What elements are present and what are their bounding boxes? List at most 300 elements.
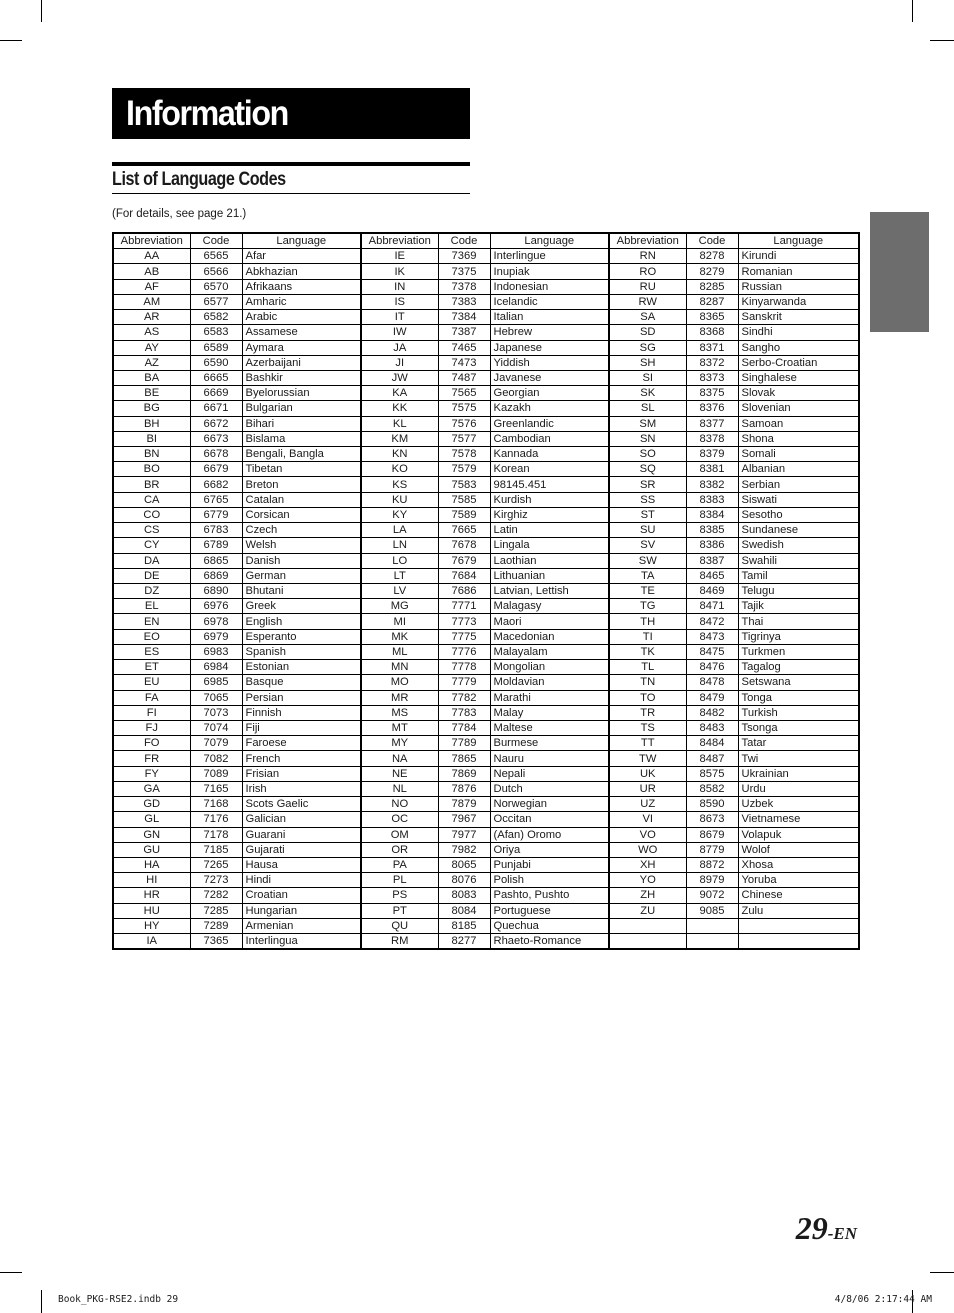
language-cell: Nauru — [490, 751, 609, 766]
abbreviation-cell: HU — [113, 903, 190, 918]
code-cell: 8473 — [686, 629, 738, 644]
code-cell: 8379 — [686, 447, 738, 462]
abbreviation-cell: KS — [361, 477, 438, 492]
table-row — [113, 492, 859, 507]
abbreviation-cell: OC — [361, 812, 438, 827]
abbreviation-cell: TT — [609, 736, 686, 751]
code-cell: 8279 — [686, 264, 738, 279]
language-cell: Vietnamese — [738, 812, 859, 827]
code-cell: 6983 — [190, 644, 242, 659]
code-cell: 6583 — [190, 325, 242, 340]
language-cell: Afrikaans — [242, 279, 361, 294]
code-cell: 7784 — [438, 720, 490, 735]
code-cell: 7876 — [438, 781, 490, 796]
table-row — [113, 629, 859, 644]
table-row — [113, 781, 859, 796]
language-cell: Azerbaijani — [242, 355, 361, 370]
language-cell: Xhosa — [738, 857, 859, 872]
abbreviation-cell: LV — [361, 584, 438, 599]
abbreviation-cell: LO — [361, 553, 438, 568]
code-cell: 7384 — [438, 310, 490, 325]
crop-mark — [930, 1272, 954, 1273]
abbreviation-cell: SQ — [609, 462, 686, 477]
abbreviation-cell: GA — [113, 781, 190, 796]
language-cell: Japanese — [490, 340, 609, 355]
table-row — [113, 310, 859, 325]
language-cell: Moldavian — [490, 675, 609, 690]
abbreviation-cell: KN — [361, 447, 438, 462]
abbreviation-cell: CY — [113, 538, 190, 553]
code-cell: 7465 — [438, 340, 490, 355]
code-cell: 7779 — [438, 675, 490, 690]
abbreviation-cell: GL — [113, 812, 190, 827]
language-cell: Tagalog — [738, 660, 859, 675]
language-cell: German — [242, 568, 361, 583]
code-cell: 7967 — [438, 812, 490, 827]
abbreviation-cell: JA — [361, 340, 438, 355]
code-cell: 7265 — [190, 857, 242, 872]
language-cell: Bengali, Bangla — [242, 447, 361, 462]
code-cell: 7089 — [190, 766, 242, 781]
language-cell: Hausa — [242, 857, 361, 872]
code-cell: 8484 — [686, 736, 738, 751]
language-cell: Assamese — [242, 325, 361, 340]
code-cell: 7665 — [438, 523, 490, 538]
language-cell: Lithuanian — [490, 568, 609, 583]
abbreviation-cell: HY — [113, 918, 190, 933]
code-cell: 7578 — [438, 447, 490, 462]
abbreviation-cell: EL — [113, 599, 190, 614]
page-title: Information — [126, 94, 288, 133]
language-cell: Arabic — [242, 310, 361, 325]
code-cell: 7771 — [438, 599, 490, 614]
code-cell: 7079 — [190, 736, 242, 751]
code-cell: 7565 — [438, 386, 490, 401]
code-cell: 7879 — [438, 797, 490, 812]
code-cell: 8979 — [686, 873, 738, 888]
language-cell: Tamil — [738, 568, 859, 583]
header-code: Code — [686, 233, 738, 249]
language-cell: Dutch — [490, 781, 609, 796]
language-cell: Aymara — [242, 340, 361, 355]
code-cell: 7369 — [438, 249, 490, 264]
abbreviation-cell: JI — [361, 355, 438, 370]
code-cell: 8382 — [686, 477, 738, 492]
abbreviation-cell: IS — [361, 294, 438, 309]
code-cell: 7375 — [438, 264, 490, 279]
abbreviation-cell: SD — [609, 325, 686, 340]
language-cell: Kannada — [490, 447, 609, 462]
language-cell: Spanish — [242, 644, 361, 659]
header-abbreviation: Abbreviation — [113, 233, 190, 249]
code-cell: 8471 — [686, 599, 738, 614]
code-cell: 8287 — [686, 294, 738, 309]
table-row — [113, 857, 859, 872]
abbreviation-cell: UK — [609, 766, 686, 781]
code-cell: 6565 — [190, 249, 242, 264]
table-row — [113, 477, 859, 492]
abbreviation-cell: AS — [113, 325, 190, 340]
table-row — [113, 873, 859, 888]
language-cell: Turkmen — [738, 644, 859, 659]
abbreviation-cell: MR — [361, 690, 438, 705]
code-cell: 8872 — [686, 857, 738, 872]
language-cell: Yiddish — [490, 355, 609, 370]
abbreviation-cell: CO — [113, 507, 190, 522]
language-cell: Byelorussian — [242, 386, 361, 401]
code-cell: 8372 — [686, 355, 738, 370]
abbreviation-cell: IW — [361, 325, 438, 340]
code-cell: 8076 — [438, 873, 490, 888]
abbreviation-cell: IA — [113, 934, 190, 950]
code-cell: 8378 — [686, 431, 738, 446]
table-row — [113, 720, 859, 735]
language-cell: Korean — [490, 462, 609, 477]
abbreviation-cell: KU — [361, 492, 438, 507]
language-cell: Bihari — [242, 416, 361, 431]
abbreviation-cell: AY — [113, 340, 190, 355]
language-cell: Malagasy — [490, 599, 609, 614]
code-cell: 8582 — [686, 781, 738, 796]
abbreviation-cell: BA — [113, 370, 190, 385]
abbreviation-cell: DE — [113, 568, 190, 583]
abbreviation-cell: MY — [361, 736, 438, 751]
table-row — [113, 507, 859, 522]
code-cell: 8384 — [686, 507, 738, 522]
abbreviation-cell: HA — [113, 857, 190, 872]
crop-mark — [0, 1272, 22, 1273]
table-row — [113, 842, 859, 857]
table-row — [113, 584, 859, 599]
abbreviation-cell: MO — [361, 675, 438, 690]
abbreviation-cell: SK — [609, 386, 686, 401]
abbreviation-cell: XH — [609, 857, 686, 872]
code-cell: 7775 — [438, 629, 490, 644]
language-cell: Occitan — [490, 812, 609, 827]
abbreviation-cell: GU — [113, 842, 190, 857]
abbreviation-cell: BG — [113, 401, 190, 416]
code-cell: 6779 — [190, 507, 242, 522]
abbreviation-cell: AF — [113, 279, 190, 294]
code-cell: 7977 — [438, 827, 490, 842]
code-cell: 6678 — [190, 447, 242, 462]
code-cell: 6865 — [190, 553, 242, 568]
code-cell: 7869 — [438, 766, 490, 781]
crop-mark — [930, 40, 954, 41]
abbreviation-cell: TL — [609, 660, 686, 675]
language-cell: Amharic — [242, 294, 361, 309]
code-cell: 7185 — [190, 842, 242, 857]
code-cell: 6978 — [190, 614, 242, 629]
code-cell: 8065 — [438, 857, 490, 872]
code-cell: 6566 — [190, 264, 242, 279]
code-cell: 6669 — [190, 386, 242, 401]
abbreviation-cell: SO — [609, 447, 686, 462]
abbreviation-cell: EO — [113, 629, 190, 644]
side-thumb-tab — [870, 212, 929, 332]
abbreviation-cell: LN — [361, 538, 438, 553]
language-cell: Sesotho — [738, 507, 859, 522]
code-cell: 6985 — [190, 675, 242, 690]
page-number-suffix: -EN — [827, 1224, 857, 1243]
language-cell: Latvian, Lettish — [490, 584, 609, 599]
code-cell: 7473 — [438, 355, 490, 370]
code-cell: 7165 — [190, 781, 242, 796]
language-cell: Samoan — [738, 416, 859, 431]
abbreviation-cell — [609, 934, 686, 950]
abbreviation-cell: BE — [113, 386, 190, 401]
code-cell: 7789 — [438, 736, 490, 751]
code-cell: 7082 — [190, 751, 242, 766]
language-cell: Polish — [490, 873, 609, 888]
abbreviation-cell: MN — [361, 660, 438, 675]
page-title-banner — [112, 88, 470, 139]
code-cell: 8285 — [686, 279, 738, 294]
header-code: Code — [438, 233, 490, 249]
language-cell: Tajik — [738, 599, 859, 614]
language-cell — [738, 934, 859, 950]
language-cell: Czech — [242, 523, 361, 538]
code-cell: 7575 — [438, 401, 490, 416]
abbreviation-cell: AB — [113, 264, 190, 279]
code-cell: 7365 — [190, 934, 242, 950]
abbreviation-cell: RM — [361, 934, 438, 950]
code-cell: 7686 — [438, 584, 490, 599]
code-cell: 6582 — [190, 310, 242, 325]
language-cell: Tonga — [738, 690, 859, 705]
language-cell: Portuguese — [490, 903, 609, 918]
abbreviation-cell: MG — [361, 599, 438, 614]
language-cell: Finnish — [242, 705, 361, 720]
abbreviation-cell: VI — [609, 812, 686, 827]
language-cell: Thai — [738, 614, 859, 629]
table-row — [113, 705, 859, 720]
abbreviation-cell: DA — [113, 553, 190, 568]
table-row — [113, 370, 859, 385]
abbreviation-cell: KM — [361, 431, 438, 446]
abbreviation-cell: YO — [609, 873, 686, 888]
language-cell: Greenlandic — [490, 416, 609, 431]
language-cell: Sindhi — [738, 325, 859, 340]
abbreviation-cell: HR — [113, 888, 190, 903]
abbreviation-cell: KA — [361, 386, 438, 401]
abbreviation-cell: WO — [609, 842, 686, 857]
language-cell: Hungarian — [242, 903, 361, 918]
language-codes-table — [112, 232, 860, 950]
language-cell: Hebrew — [490, 325, 609, 340]
language-cell: Hindi — [242, 873, 361, 888]
language-cell: Malayalam — [490, 644, 609, 659]
language-cell: Turkish — [738, 705, 859, 720]
language-cell: Nepali — [490, 766, 609, 781]
code-cell: 8083 — [438, 888, 490, 903]
code-cell: 7487 — [438, 370, 490, 385]
code-cell: 7577 — [438, 431, 490, 446]
code-cell: 6869 — [190, 568, 242, 583]
language-cell: English — [242, 614, 361, 629]
table-row — [113, 599, 859, 614]
abbreviation-cell: RN — [609, 249, 686, 264]
code-cell: 6890 — [190, 584, 242, 599]
language-cell: Oriya — [490, 842, 609, 857]
table-row — [113, 568, 859, 583]
code-cell: 8487 — [686, 751, 738, 766]
language-cell: Marathi — [490, 690, 609, 705]
language-cell: Siswati — [738, 492, 859, 507]
abbreviation-cell: AZ — [113, 355, 190, 370]
language-cell: Sangho — [738, 340, 859, 355]
language-cell: Burmese — [490, 736, 609, 751]
language-cell: Inupiak — [490, 264, 609, 279]
abbreviation-cell: TH — [609, 614, 686, 629]
code-cell: 7583 — [438, 477, 490, 492]
code-cell: 9085 — [686, 903, 738, 918]
table-row — [113, 553, 859, 568]
language-cell: Kinyarwanda — [738, 294, 859, 309]
language-cell: Chinese — [738, 888, 859, 903]
language-cell: Urdu — [738, 781, 859, 796]
abbreviation-cell: TA — [609, 568, 686, 583]
code-cell: 7073 — [190, 705, 242, 720]
abbreviation-cell: PA — [361, 857, 438, 872]
code-cell: 6673 — [190, 431, 242, 446]
code-cell: 7387 — [438, 325, 490, 340]
code-cell: 7383 — [438, 294, 490, 309]
abbreviation-cell: SI — [609, 370, 686, 385]
abbreviation-cell: TI — [609, 629, 686, 644]
language-cell: Volapuk — [738, 827, 859, 842]
abbreviation-cell: QU — [361, 918, 438, 933]
code-cell: 6577 — [190, 294, 242, 309]
language-cell: Scots Gaelic — [242, 797, 361, 812]
abbreviation-cell: CS — [113, 523, 190, 538]
code-cell: 8472 — [686, 614, 738, 629]
abbreviation-cell: EU — [113, 675, 190, 690]
crop-mark — [912, 0, 913, 22]
code-cell: 7778 — [438, 660, 490, 675]
table-row — [113, 523, 859, 538]
table-row — [113, 264, 859, 279]
language-cell: Bulgarian — [242, 401, 361, 416]
code-cell: 8376 — [686, 401, 738, 416]
abbreviation-cell: PL — [361, 873, 438, 888]
table-row — [113, 827, 859, 842]
language-cell: Greek — [242, 599, 361, 614]
code-cell: 6984 — [190, 660, 242, 675]
table-row — [113, 751, 859, 766]
code-cell: 7579 — [438, 462, 490, 477]
abbreviation-cell: SN — [609, 431, 686, 446]
language-cell: Gujarati — [242, 842, 361, 857]
section-title: List of Language Codes — [112, 169, 286, 190]
table-row — [113, 812, 859, 827]
abbreviation-cell: ZH — [609, 888, 686, 903]
code-cell: 7285 — [190, 903, 242, 918]
table-row — [113, 675, 859, 690]
abbreviation-cell: SH — [609, 355, 686, 370]
table-row — [113, 401, 859, 416]
language-cell: Maltese — [490, 720, 609, 735]
table-row — [113, 903, 859, 918]
abbreviation-cell: TR — [609, 705, 686, 720]
code-cell: 8476 — [686, 660, 738, 675]
language-cell: Kirghiz — [490, 507, 609, 522]
language-cell: Serbo-Croatian — [738, 355, 859, 370]
abbreviation-cell: HI — [113, 873, 190, 888]
table-header-row — [113, 233, 859, 249]
language-cell: Telugu — [738, 584, 859, 599]
abbreviation-cell: SA — [609, 310, 686, 325]
language-cell: Rhaeto-Romance — [490, 934, 609, 950]
code-cell: 7982 — [438, 842, 490, 857]
code-cell: 8383 — [686, 492, 738, 507]
abbreviation-cell: FO — [113, 736, 190, 751]
abbreviation-cell: FI — [113, 705, 190, 720]
details-note: (For details, see page 21.) — [112, 208, 247, 220]
code-cell: 8368 — [686, 325, 738, 340]
code-cell: 8575 — [686, 766, 738, 781]
language-cell: Afar — [242, 249, 361, 264]
table-row — [113, 690, 859, 705]
language-cell: Slovak — [738, 386, 859, 401]
table-row — [113, 294, 859, 309]
table-row — [113, 614, 859, 629]
language-cell: Swedish — [738, 538, 859, 553]
language-cell: Corsican — [242, 507, 361, 522]
abbreviation-cell: BO — [113, 462, 190, 477]
language-cell: Sanskrit — [738, 310, 859, 325]
code-cell: 8478 — [686, 675, 738, 690]
language-cell: Galician — [242, 812, 361, 827]
abbreviation-cell: RO — [609, 264, 686, 279]
language-cell: Maori — [490, 614, 609, 629]
code-cell: 9072 — [686, 888, 738, 903]
abbreviation-cell: IK — [361, 264, 438, 279]
code-cell: 8386 — [686, 538, 738, 553]
table-row — [113, 888, 859, 903]
abbreviation-cell: TN — [609, 675, 686, 690]
code-cell — [686, 934, 738, 950]
language-cell: Armenian — [242, 918, 361, 933]
code-cell: 8385 — [686, 523, 738, 538]
abbreviation-cell: SS — [609, 492, 686, 507]
abbreviation-cell: SV — [609, 538, 686, 553]
table-row — [113, 355, 859, 370]
abbreviation-cell: BH — [113, 416, 190, 431]
table-row — [113, 447, 859, 462]
language-cell: Interlingue — [490, 249, 609, 264]
language-cell: Fiji — [242, 720, 361, 735]
crop-mark — [41, 1290, 42, 1313]
code-cell: 8377 — [686, 416, 738, 431]
abbreviation-cell: KO — [361, 462, 438, 477]
language-cell: Norwegian — [490, 797, 609, 812]
language-cell: Yoruba — [738, 873, 859, 888]
abbreviation-cell: FA — [113, 690, 190, 705]
page-number — [796, 1210, 857, 1247]
language-cell: Bashkir — [242, 370, 361, 385]
abbreviation-cell: IT — [361, 310, 438, 325]
code-cell: 8373 — [686, 370, 738, 385]
crop-mark — [0, 40, 22, 41]
code-cell — [686, 918, 738, 933]
abbreviation-cell: ML — [361, 644, 438, 659]
language-cell: Sundanese — [738, 523, 859, 538]
code-cell: 8185 — [438, 918, 490, 933]
header-language: Language — [490, 233, 609, 249]
code-cell: 7074 — [190, 720, 242, 735]
language-cell: Catalan — [242, 492, 361, 507]
